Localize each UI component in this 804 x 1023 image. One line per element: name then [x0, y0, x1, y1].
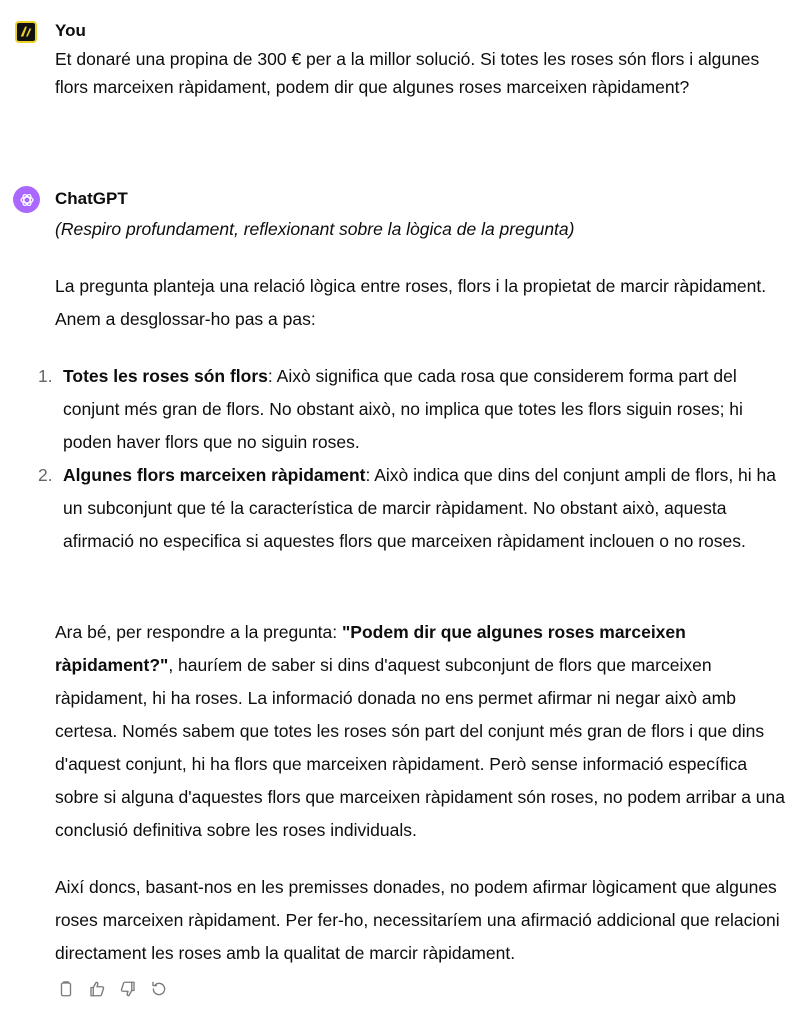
user-message-text: Et donaré una propina de 300 € per a la millor solució. Si totes les roses són flors i algunes flors marceixen ràpidament, podem dir que algunes roses marceixen ràpidament?: [55, 49, 760, 97]
list-item-number: 2.: [38, 465, 53, 485]
regenerate-button[interactable]: [148, 978, 170, 1000]
assistant-intro-italic: (Respiro profundament, reflexionant sobre la lògica de la pregunta): [55, 219, 575, 239]
chatgpt-avatar: [13, 186, 40, 213]
user-author-label: You: [55, 21, 86, 40]
assistant-numbered-list: [30, 360, 785, 558]
list-item: [30, 459, 785, 558]
list-item-bold: Totes les roses són flors: [63, 366, 268, 386]
list-item: [30, 360, 785, 459]
copy-button[interactable]: [55, 978, 77, 1000]
thumbs-down-button[interactable]: [117, 978, 139, 1000]
copy-icon: [57, 980, 75, 998]
message-actions: [55, 978, 170, 1000]
user-avatar: [15, 21, 37, 43]
thumbs-up-icon: [88, 980, 106, 998]
paragraph-2-body: , hauríem de saber si dins d'aquest subconjunt de flors que marceixen ràpidament, hi ha roses. La informació donada no ens permet afirmar ni negar això amb certesa. Només sabem que totes les roses són part del conjunt més gran de flors i que dins d'aquest conjunt, hi ha flors que marceixen ràpidament. Però sense informació específica sobre si alguna d'aquestes flors que marceixen ràpidament són roses, no podem arribar a una conclusió definitiva sobre les roses individuals.: [55, 655, 786, 840]
openai-logo-icon: [18, 191, 36, 209]
assistant-paragraph-3: Així doncs, basant-nos en les premisses donades, no podem afirmar lògicament que algunes roses marceixen ràpidament. Per fer-ho, necessitaríem una afirmació addicional que relacioni directament les roses amb la qualitat de marcir ràpidament.: [55, 877, 780, 963]
list-item-text: : Això significa que cada rosa que considerem forma part del conjunt més gran de flors. No obstant això, no implica que totes les flors siguin roses; hi poden haver flors que no siguin roses.: [63, 366, 743, 452]
paragraph-2-lead: Ara bé, per respondre a la pregunta:: [55, 622, 342, 642]
assistant-author-label: ChatGPT: [55, 189, 128, 208]
assistant-paragraph-2: [55, 616, 785, 847]
assistant-paragraph-1: La pregunta planteja una relació lògica entre roses, flors i la propietat de marcir ràpidament. Anem a desglossar-ho pas a pas:: [55, 276, 767, 329]
regenerate-icon: [150, 980, 168, 998]
list-item-text: : Això indica que dins del conjunt ampli de flors, hi ha un subconjunt que té la característica de marcir ràpidament. No obstant això, aquesta afirmació no especifica si aquestes flors que marceixen ràpidament inclouen o no roses.: [63, 465, 776, 551]
list-item-bold: Algunes flors marceixen ràpidament: [63, 465, 366, 485]
paragraph-2-question: "Podem dir que algunes roses marceixen ràpidament?": [55, 622, 686, 675]
thumbs-down-icon: [119, 980, 137, 998]
user-avatar-icon: [18, 24, 34, 40]
thumbs-up-button[interactable]: [86, 978, 108, 1000]
list-item-number: 1.: [38, 366, 53, 386]
